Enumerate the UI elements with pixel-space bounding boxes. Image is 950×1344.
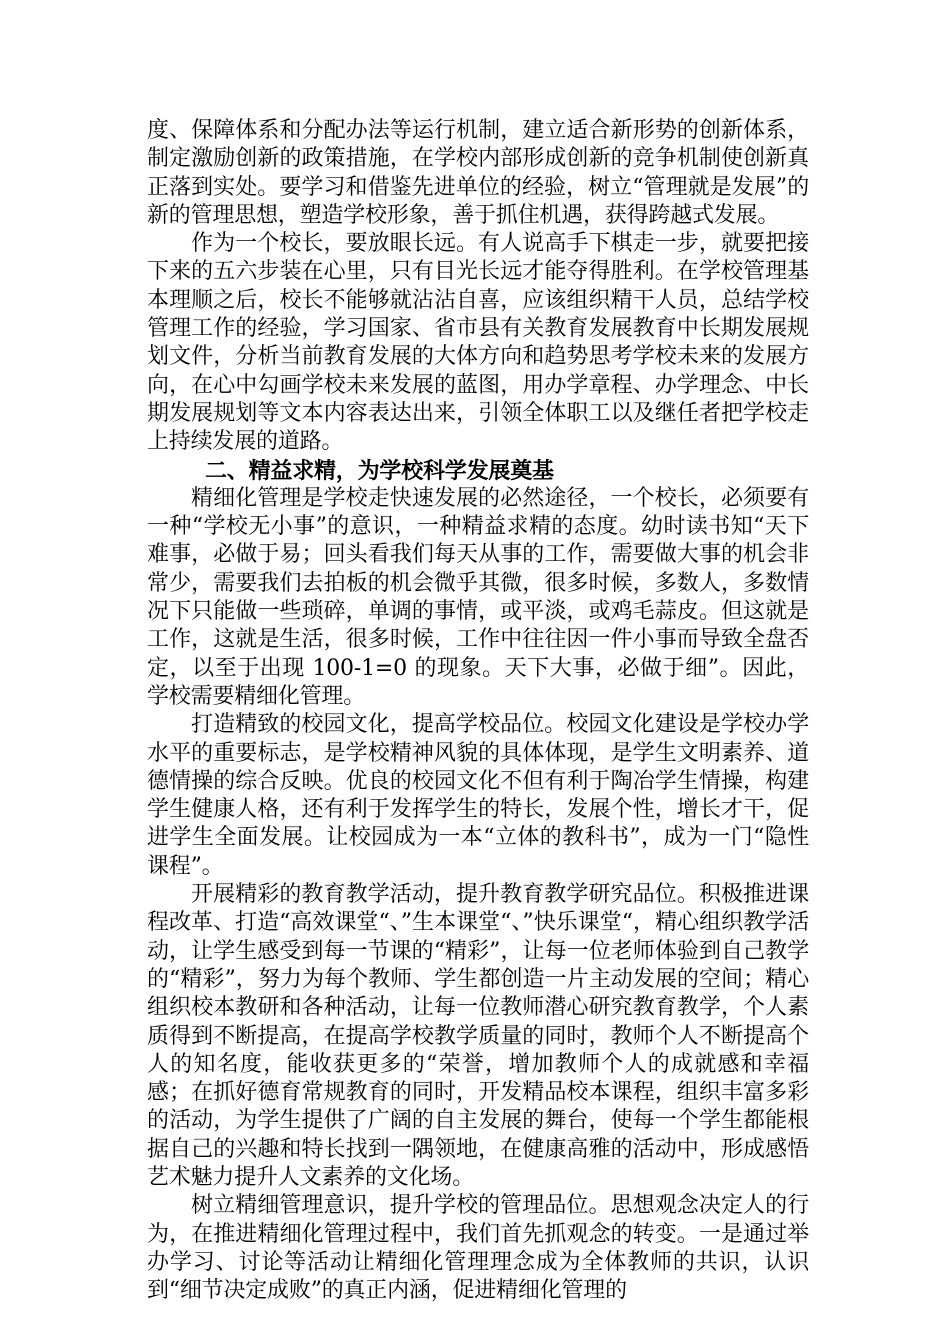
paragraph-continuation: 度、保障体系和分配办法等运行机制，建立适合新形势的创新体系，制定激励创新的政策措施，在学校内部形成创新的竞争机制使创新真正落到实处。要学习和借鉴先进单位的经验，树立“管理就是发展”的新的管理思想，塑造学校形象，善于抓住机遇，获得跨越式发展。 <box>147 118 809 228</box>
section-heading: 二、精益求精，为学校科学发展奠基 <box>205 457 554 484</box>
paragraph-refined-management: 精细化管理是学校走快速发展的必然途径，一个校长，必须要有一种“学校无小事”的意识，一种精益求精的态度。幼时读书知“天下难事，必做于易；回头看我们每天从事的工作，需要做大事的机会非常少，需要我们去拍板的机会微乎其微，很多时候，多数人，多数情况下只能做一些琐碎，单调的事情，或平淡，或鸡毛蒜皮。但这就是工作，这就是生活，很多时候，工作中往往因一件小事而导致全盘否定，以至于出现 100-1=0 的现象。天下大事，必做于细”。因此，学校需要精细化管理。 <box>147 485 809 709</box>
paragraph-teaching-activities: 开展精彩的教育教学活动，提升教育教学研究品位。积极推进课程改革、打造“高效课堂“、”生本课堂“、”快乐课堂“，精心组织教学活动，让学生感受到每一节课的“精彩”，让每一位老师体验到自己教学的“精彩”，努力为每个教师、学生都创造一片主动发展的空间；精心组织校本教研和各种活动，让每一位教师潜心研究教育教学，个人素质得到不断提高，在提高学校教学质量的同时，教师个人不断提高个人的知名度，能收获更多的“荣誉，增加教师个人的成就感和幸福感；在抓好德育常规教育的同时，开发精品校本课程，组织丰富多彩的活动，为学生提供了广阔的自主发展的舞台，使每一个学生都能根据自己的兴趣和特长找到一隅领地，在健康高雅的活动中，形成感悟艺术魅力提升人文素养的文化场。 <box>147 882 809 1190</box>
document-page <box>147 117 809 1305</box>
paragraph-management-awareness: 树立精细管理意识，提升学校的管理品位。思想观念决定人的行为，在推进精细化管理过程中，我们首先抓观念的转变。一是通过举办学习、讨论等活动让精细化管理理念成为全体教师的共识，认识到“细节决定成败”的真正内涵，促进精细化管理的 <box>147 1193 809 1304</box>
paragraph-principal-long-term-vision: 作为一个校长，要放眼长远。有人说高手下棋走一步，就要把接下来的五六步装在心里，只有目光长远才能夺得胜利。在学校管理基本理顺之后，校长不能够就沾沾自喜，应该组织精干人员，总结学校管理工作的经验，学习国家、省市县有关教育发展教育中长期发展规划文件，分析当前教育发展的大体方向和趋势思考学校未来的发展方向，在心中勾画学校未来发展的蓝图，用办学章程、办学理念、中长期发展规划等文本内容表达出来，引领全体职工以及继任者把学校走上持续发展的道路。 <box>147 231 809 455</box>
paragraph-campus-culture: 打造精致的校园文化，提高学校品位。校园文化建设是学校办学水平的重要标志，是学校精神风貌的具体体现，是学生文明素养、道德情操的综合反映。优良的校园文化不但有利于陶冶学生情操，构建学生健康人格，还有利于发挥学生的特长，发展个性，增长才干，促进学生全面发展。让校园成为一本“立体的教科书”，成为一门“隐性课程”。 <box>147 712 809 879</box>
